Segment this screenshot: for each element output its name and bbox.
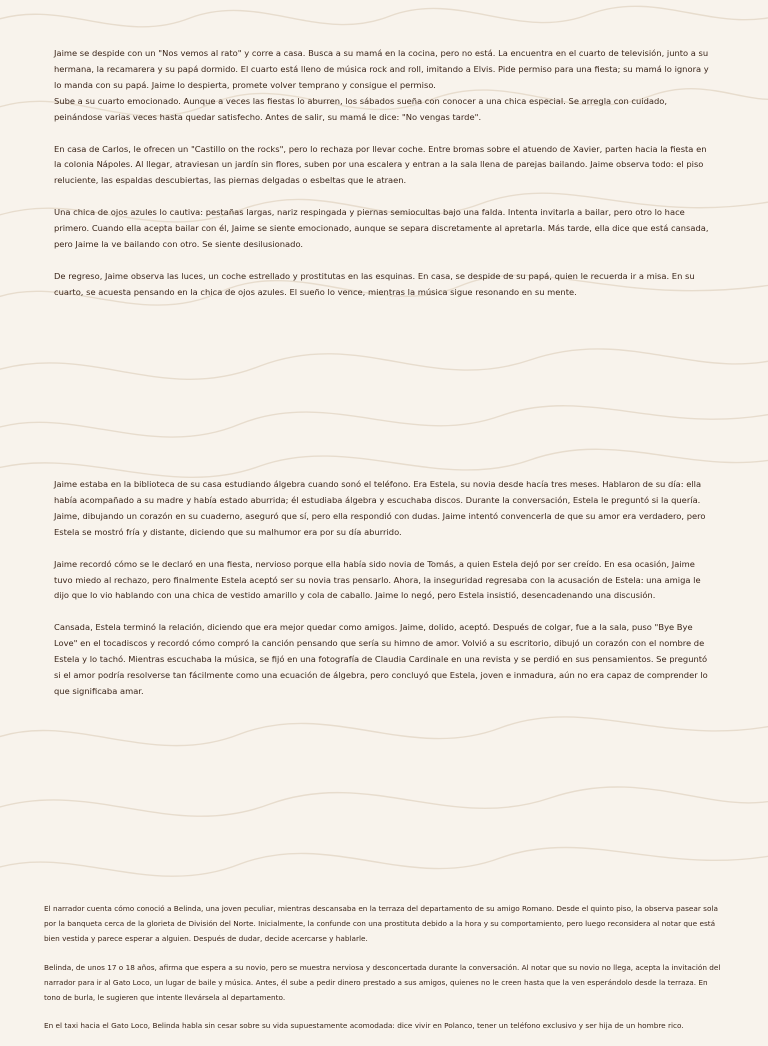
summary-paragraph: Belinda, de unos 17 o 18 años, afirma que espera a su novio, pero se muestra nerviosa y desconcertada durante la conversación. Al notar que su novio no llega, acepta la invitación del narrador para ir al Gato Loco, un lugar de baile y música. Antes, él sube a pedir dinero prestado a sus amigos, quienes no le creen hasta que la ven esperándolo desde la terraza. En tono de burla, le sugieren que intente llevársela al departamento. bbox=[44, 962, 721, 1003]
summary-paragraph: Cansada, Estela terminó la relación, diciendo que era mejor quedar como amigos. Jaime, dolido, aceptó. Después de colgar, fue a la sala, puso "Bye Bye Love" en el tocadiscos y recordó cómo compró la canción pensando que sería su himno de amor. Volvió a su escritorio, dibujó un corazón con el nombre de Estela y lo tachó. Mientras escuchaba la música, se fijó en una fotografía de Claudia Cardinale en una revista y se perdió en sus pensamientos. Se preguntó si el amor podría resolverse tan fácilmente como una ecuación de álgebra, pero concluyó que Estela, joven e inmadura, aún no era capaz de comprender lo que significaba amar. bbox=[54, 622, 708, 696]
summary-paragraph: Jaime se despide con un "Nos vemos al rato" y corre a casa. Busca a su mamá en la cocina, pero no está. La encuentra en el cuarto de televisión, junto a su hermana, la recamarera y su papá dormido. El cuarto está lleno de música rock and roll, imitando a Elvis. Pide permiso para una fiesta; su mamá lo ignora y lo manda con su papá. Jaime lo despierta, promete volver temprano y consigue el permiso. Sube a su cuarto emocionado. Aunque a veces las fiestas lo aburren, los sábados sueña con conocer a una chica especial. Se arregla con cuidado, peinándose varias veces hasta quedar satisfecho. Antes de salir, su mamá le dice: "No vengas tarde". bbox=[54, 48, 709, 122]
summary-section-2 bbox=[54, 477, 714, 716]
summary-paragraph: El narrador cuenta cómo conoció a Belinda, una joven peculiar, mientras descansaba en la terraza del departamento de su amigo Romano. Desde el quinto piso, la observa pasear sola por la banqueta cerca de la glorieta de División del Norte. Inicialmente, la confunde con una prostituta debido a la hora y su comportamiento, pero luego reconsidera al notar que está bien vestida y parece esperar a alguien. Después de dudar, decide acercarse y hablarle. bbox=[44, 904, 718, 944]
summary-paragraph: Jaime recordó cómo se le declaró en una fiesta, nervioso porque ella había sido novia de Tomás, a quien Estela dejó por ser creído. En esa ocasión, Jaime tuvo miedo al rechazo, pero finalmente Estela aceptó ser su novia tras pensarlo. Ahora, la inseguridad regresaba con la acusación de Estela: una amiga le dijo que lo vio hablando con una chica de vestido amarillo y cola de caballo. Jaime lo negó, pero Estela insistió, desencadenando una discusión. bbox=[54, 558, 701, 601]
summary-paragraph: Una chica de ojos azules lo cautiva: pestañas largas, nariz respingada y piernas semiocultas bajo una falda. Intenta invitarla a bailar, pero otro lo hace primero. Cuando ella acepta bailar con él, Jaime se siente emocionado, aunque se separa discretamente al apretarla. Más tarde, ella dice que está cansada, pero Jaime la ve bailando con otro. Se siente desilusionado. bbox=[54, 207, 709, 250]
summary-paragraph: De regreso, Jaime observa las luces, un coche estrellado y prostitutas en las esquinas. En casa, se despide de su papá, quien le recuerda ir a misa. En su cuarto, se acuesta pensando en la chica de ojos azules. El sueño lo vence, mientras la música sigue resonando en su mente. bbox=[54, 270, 695, 297]
summary-section-3 bbox=[44, 901, 724, 1046]
summary-paragraph: Jaime estaba en la biblioteca de su casa estudiando álgebra cuando sonó el teléfono. Era Estela, su novia desde hacía tres meses. Hablaron de su día: ella había acompañado a su madre y había estado aburrida; él estudiaba álgebra y escuchaba discos. Durante la conversación, Estela le preguntó si la quería. Jaime, dibujando un corazón en su cuaderno, aseguró que sí, pero ella respondió con dudas. Jaime intentó convencerla de que su amor era verdadero, pero Estela se mostró fría y distante, diciendo que su malhumor era por su día aburrido. bbox=[54, 479, 706, 537]
summary-section-1 bbox=[54, 46, 714, 317]
summary-paragraph: En casa de Carlos, le ofrecen un "Castillo on the rocks", pero lo rechaza por llevar coche. Entre bromas sobre el atuendo de Xavier, parten hacia la fiesta en la colonia Nápoles. Al llegar, atraviesan un jardín sin flores, suben por una escalera y entran a la sala llena de parejas bailando. Jaime observa todo: el piso reluciente, las espaldas descubiertas, las piernas delgadas o esbeltas que le atraen. bbox=[54, 143, 707, 186]
summary-paragraph: En el taxi hacia el Gato Loco, Belinda habla sin cesar sobre su vida supuestamente acomodada: dice vivir en Polanco, tener un teléfono exclusivo y ser hija de un hombre rico. bbox=[44, 1021, 684, 1031]
